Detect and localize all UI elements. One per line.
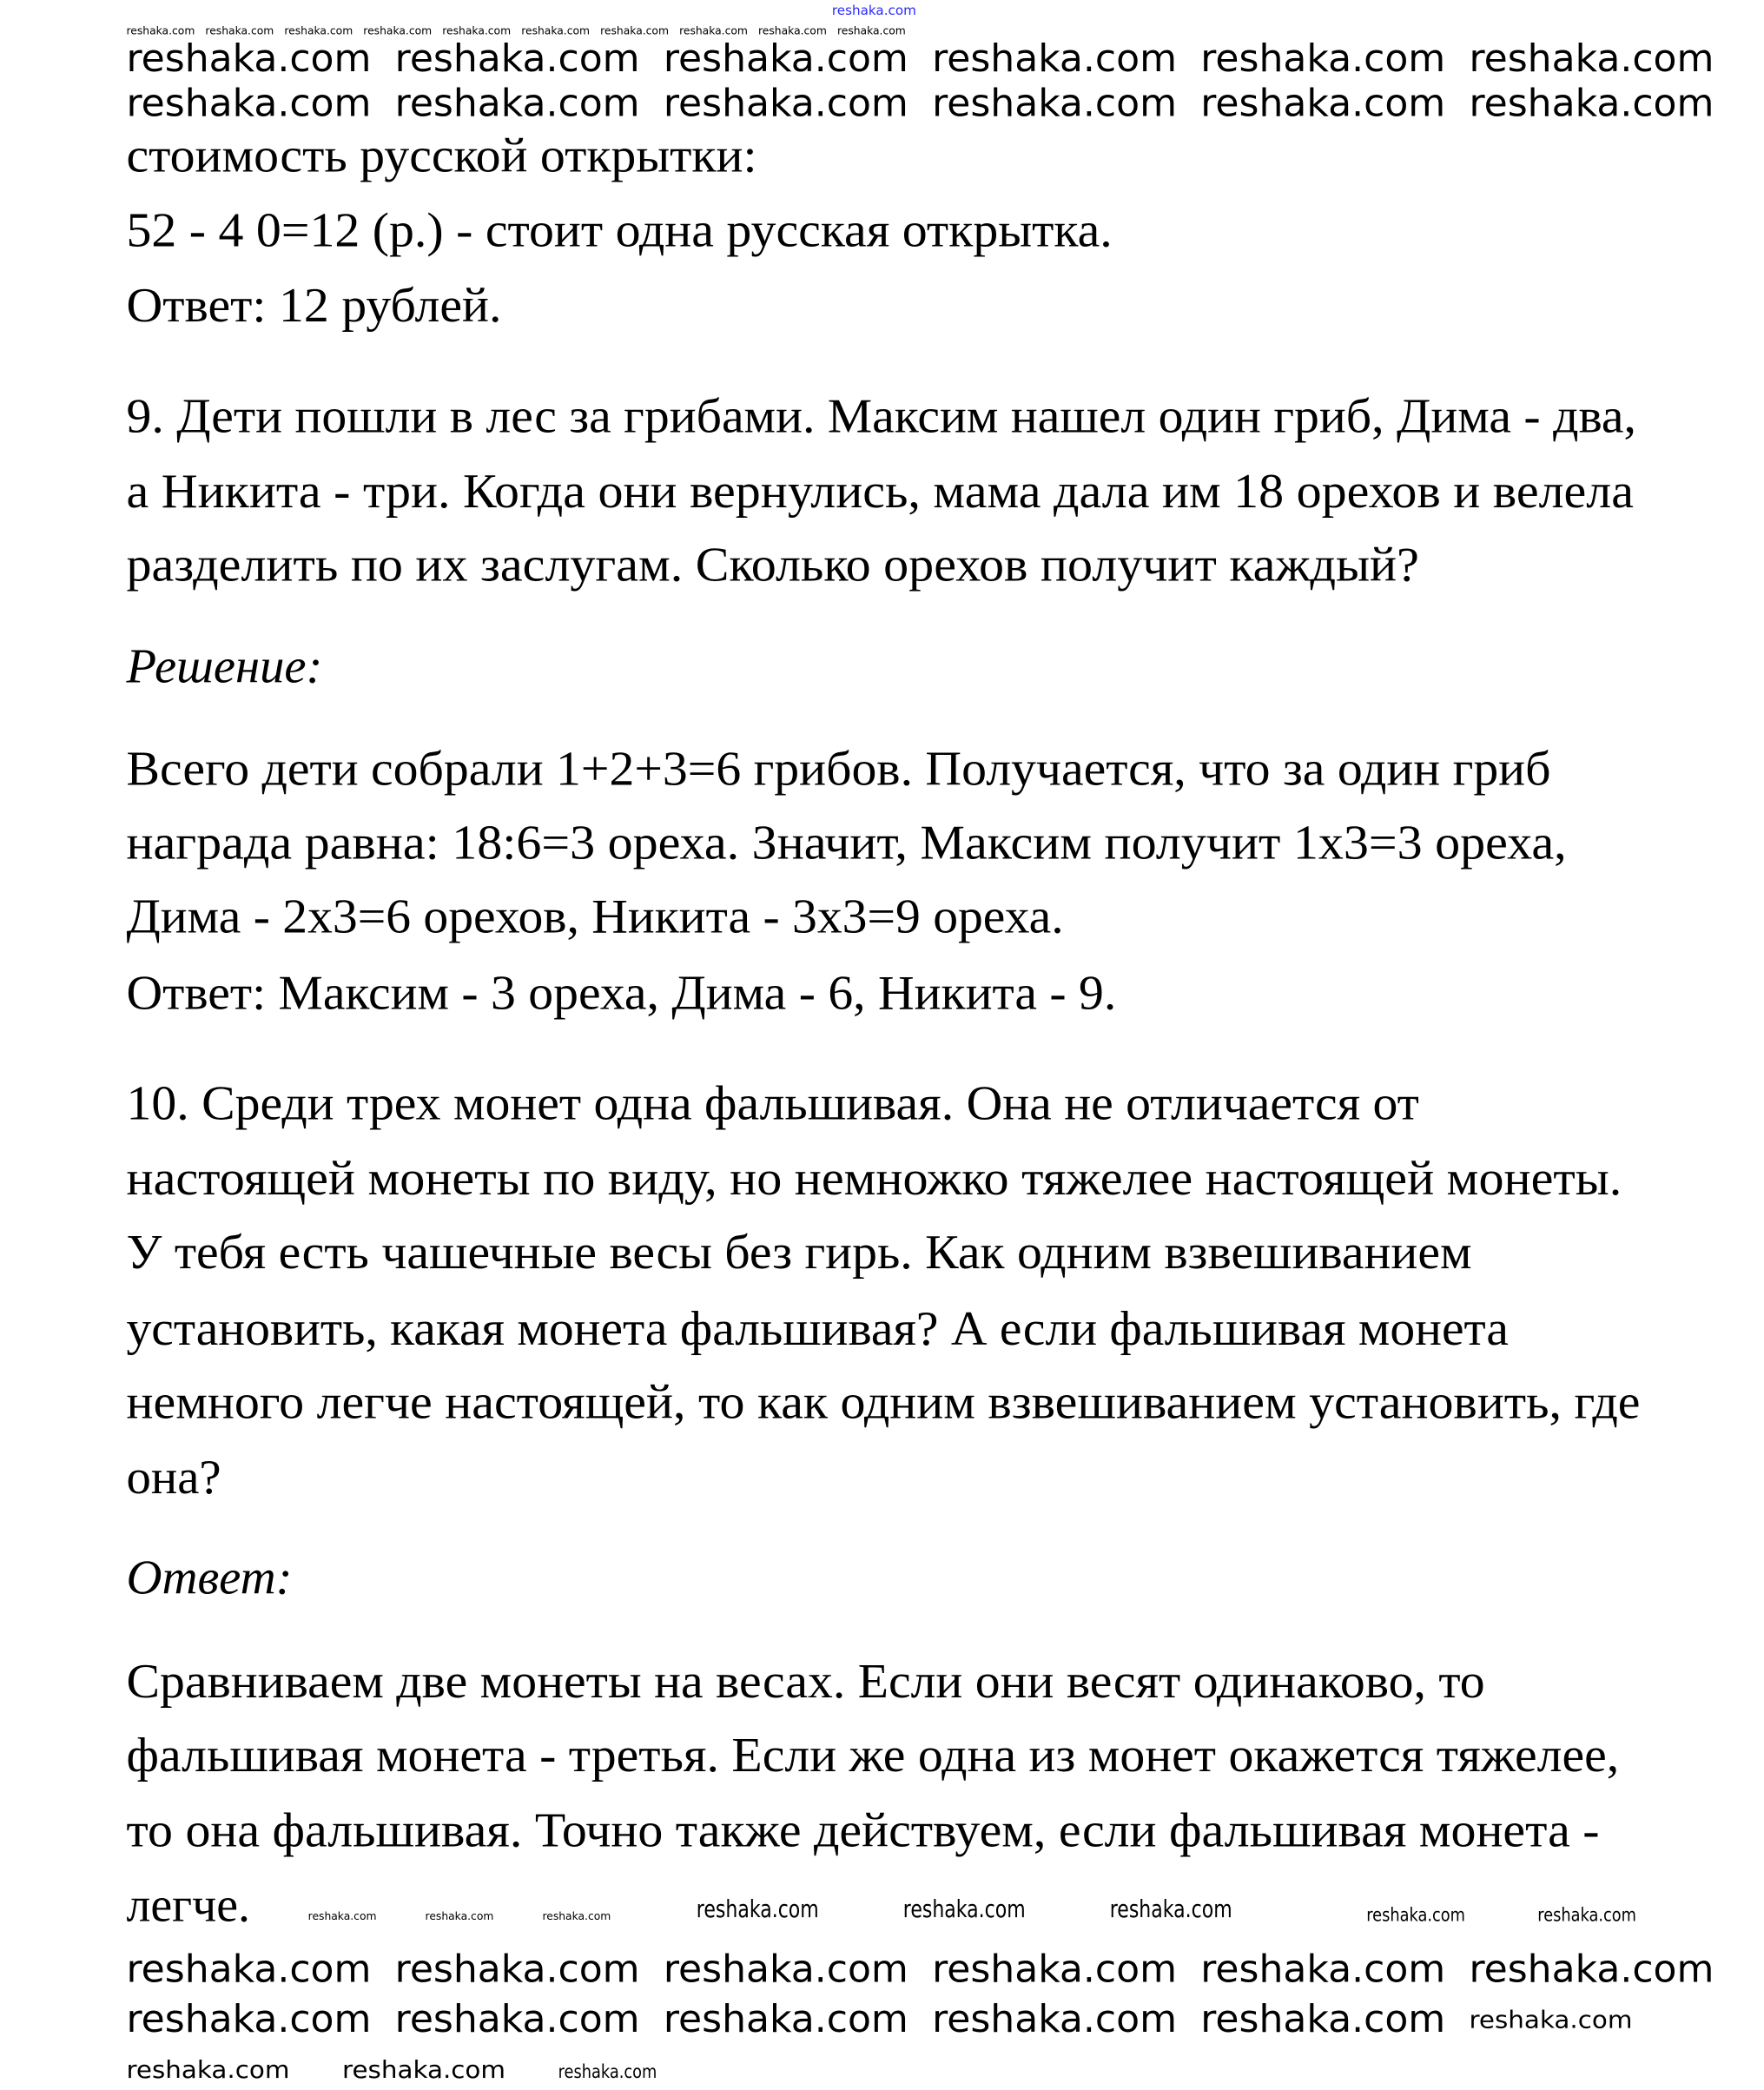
- watermark: reshaka.com: [1366, 1904, 1465, 1927]
- watermark: reshaka.com: [663, 1947, 908, 1992]
- watermark: reshaka.com: [1469, 1947, 1714, 1992]
- answer-line: Ответ: Максим - 3 ореха, Дима - 6, Никита - 9.: [126, 966, 1117, 1021]
- answer-heading: Ответ:: [126, 1551, 293, 1605]
- watermark: reshaka.com: [126, 1947, 372, 1992]
- watermark: reshaka.com: [902, 1896, 1026, 1924]
- watermark: reshaka.com: [1200, 36, 1446, 82]
- watermark: reshaka.com: [932, 1996, 1178, 2041]
- watermark: reshaka.com: [932, 81, 1178, 126]
- watermark: reshaka.com: [758, 24, 827, 37]
- watermark: reshaka.com: [1469, 81, 1714, 126]
- watermark: reshaka.com: [394, 81, 640, 126]
- watermark: reshaka.com: [663, 36, 908, 82]
- watermark: reshaka.com: [663, 81, 908, 126]
- watermark: reshaka.com: [1469, 2007, 1633, 2034]
- watermark: reshaka.com: [425, 1910, 494, 1923]
- watermark: reshaka.com: [442, 24, 512, 37]
- answer-text: фальшивая монета - третья. Если же одна из монет окажется тяжелее,: [126, 1728, 1620, 1782]
- watermark: reshaka.com: [600, 24, 669, 37]
- problem-10-text: она?: [126, 1451, 221, 1505]
- watermark: reshaka.com: [307, 1910, 377, 1923]
- watermark: reshaka.com: [394, 1996, 640, 2041]
- watermark: reshaka.com: [1200, 1947, 1446, 1992]
- watermark: reshaka.com: [394, 36, 640, 82]
- watermark: reshaka.com: [126, 24, 195, 37]
- watermark: reshaka.com: [126, 1996, 372, 2041]
- answer-line: Ответ: 12 рублей.: [126, 279, 502, 334]
- problem-9-text: 9. Дети пошли в лес за грибами. Максим нашел один гриб, Дима - два,: [126, 389, 1636, 444]
- problem-10-text: настоящей монеты по виду, но немножко тяжелее настоящей монеты.: [126, 1152, 1622, 1207]
- answer-text: то она фальшивая. Точно также действуем, если фальшивая монета -: [126, 1803, 1600, 1858]
- answer-text: Сравниваем две монеты на весах. Если они весят одинаково, то: [126, 1655, 1485, 1710]
- watermark: reshaka.com: [932, 1947, 1178, 1992]
- watermark: reshaka.com: [679, 24, 748, 37]
- solution-text: Всего дети собрали 1+2+3=6 грибов. Получается, что за один гриб: [126, 742, 1551, 797]
- watermark: reshaka.com: [394, 1947, 640, 1992]
- watermark: reshaka.com: [1537, 1904, 1636, 1927]
- answer-text: легче.: [126, 1878, 250, 1933]
- text-line: 52 - 4 0=12 (р.) - стоит одна русская открытка.: [126, 203, 1113, 258]
- solution-text: Дима - 2х3=6 орехов, Никита - 3х3=9 ореха.: [126, 890, 1064, 944]
- watermark: reshaka.com: [836, 24, 906, 37]
- watermark: reshaka.com: [1469, 36, 1714, 82]
- watermark: reshaka.com: [363, 24, 433, 37]
- watermark: reshaka.com: [126, 81, 372, 126]
- problem-9-text: разделить по их заслугам. Сколько орехов получит каждый?: [126, 538, 1419, 592]
- watermark: reshaka.com: [521, 24, 591, 37]
- watermark: reshaka.com: [205, 24, 274, 37]
- watermark: reshaka.com: [1200, 1996, 1446, 2041]
- watermark: reshaka.com: [558, 2061, 657, 2084]
- problem-9-text: а Никита - три. Когда они вернулись, мама дала им 18 орехов и велела: [126, 464, 1635, 519]
- watermark: reshaka.com: [126, 36, 372, 82]
- watermark: reshaka.com: [696, 1896, 819, 1924]
- watermark: reshaka.com: [1200, 81, 1446, 126]
- watermark: reshaka.com: [542, 1910, 611, 1923]
- text-line: стоимость русской открытки:: [126, 129, 757, 183]
- watermark: reshaka.com: [1109, 1896, 1232, 1924]
- watermark: reshaka.com: [126, 2057, 290, 2085]
- problem-10-text: немного легче настоящей, то как одним взвешиванием установить, где: [126, 1375, 1641, 1430]
- solution-heading: Решение:: [125, 639, 323, 694]
- watermark: reshaka.com: [284, 24, 353, 37]
- watermark-top: reshaka.com: [831, 2, 916, 18]
- document-text: [125, 129, 1640, 1932]
- solution-text: награда равна: 18:6=3 ореха. Значит, Максим получит 1х3=3 ореха,: [126, 816, 1567, 870]
- problem-10-text: установить, какая монета фальшивая? А если фальшивая монета: [126, 1301, 1510, 1356]
- problem-10-text: У тебя есть чашечные весы без гирь. Как одним взвешиванием: [126, 1225, 1472, 1280]
- problem-10-text: 10. Среди трех монет одна фальшивая. Она не отличается от: [126, 1076, 1419, 1131]
- watermark: reshaka.com: [932, 36, 1178, 82]
- watermark: reshaka.com: [663, 1996, 908, 2041]
- watermark: reshaka.com: [342, 2057, 506, 2085]
